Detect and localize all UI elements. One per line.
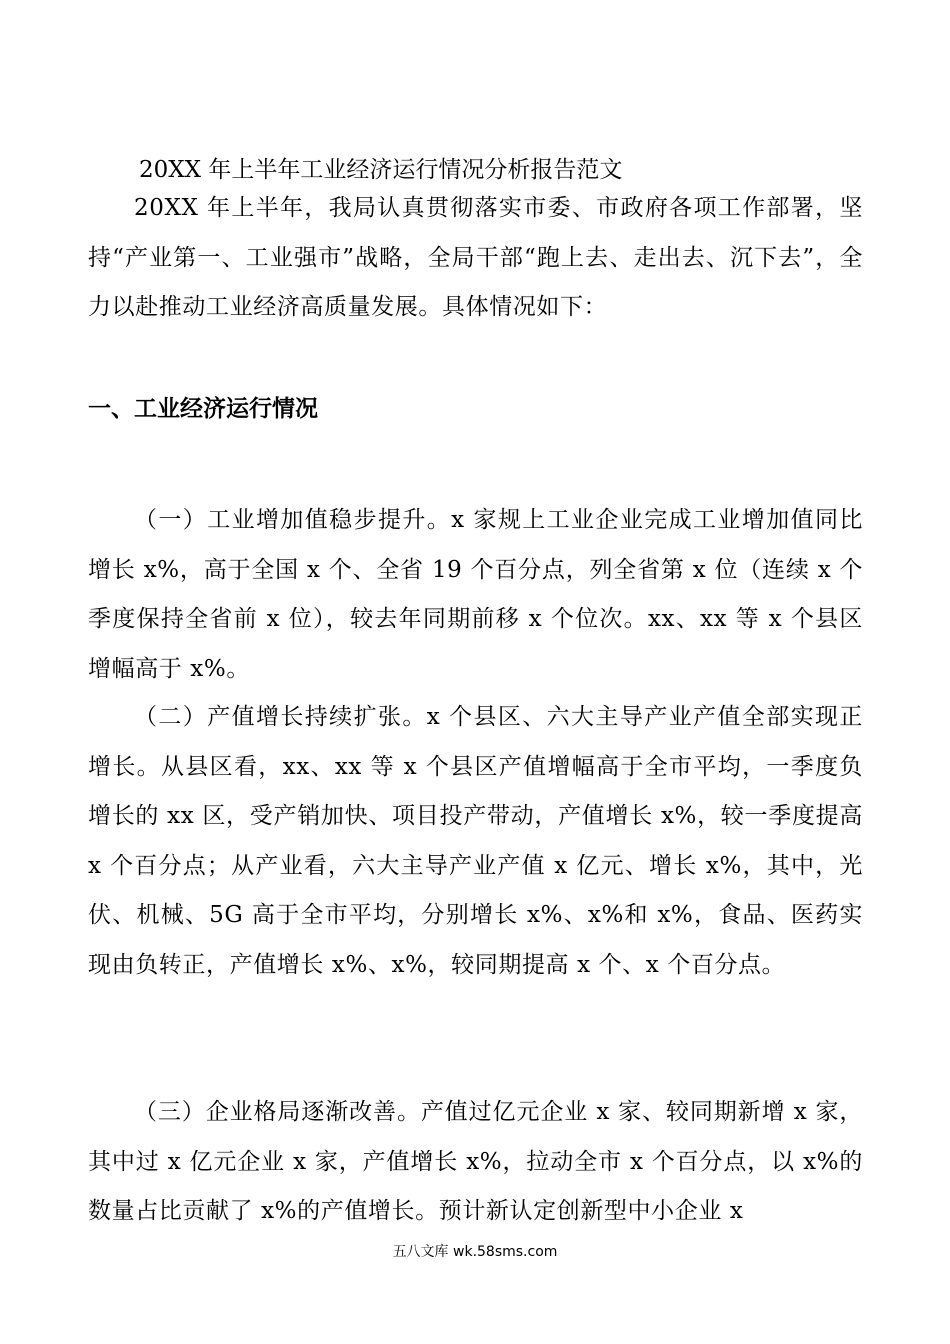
section-heading: 一、工业经济运行情况	[88, 396, 318, 422]
intro-paragraph: 20XX 年上半年，我局认真贯彻落实市委、市政府各项工作部署，坚持“产业第一、工业强市”战略，全局干部“跑上去、走出去、沉下去”，全力以赴推动工业经济高质量发展。具体情况如下：	[88, 195, 863, 320]
document-title: 20XX 年上半年工业经济运行情况分析报告范文	[139, 157, 623, 183]
body-paragraph-3: （三）企业格局逐渐改善。产值过亿元企业 x 家、较同期新增 x 家，其中过 x 亿元企业 x 家，产值增长 x%，拉动全市 x 个百分点，以 x%的数量占比贡献了 x%的产值增长。预计新认定创新型中小企业 x	[88, 1099, 863, 1224]
body-paragraph-1: （一）工业增加值稳步提升。x 家规上工业企业完成工业增加值同比增长 x%，高于全国 x 个、全省 19 个百分点，列全省第 x 位（连续 x 个季度保持全省前 x 位），较去年同期前移 x 个位次。xx、xx 等 x 个县区增幅高于 x%。	[88, 507, 863, 682]
footer-watermark-text: 五八文库 wk.58sms.com	[392, 1244, 558, 1260]
body-paragraph-2: （二）产值增长持续扩张。x 个县区、六大主导产业产值全部实现正增长。从县区看，xx、xx 等 x 个县区产值增幅高于全市平均，一季度负增长的 xx 区，受产销加快、项目投产带动，产值增长 x%，较一季度提高 x 个百分点；从产业看，六大主导产业产值 x 亿元、增长 x%，其中，光伏、机械、5G 高于全市平均，分别增长 x%、x%和 x%，食品、医药实现由负转正，产值增长 x%、x%，较同期提高 x 个、x 个百分点。	[88, 704, 863, 978]
